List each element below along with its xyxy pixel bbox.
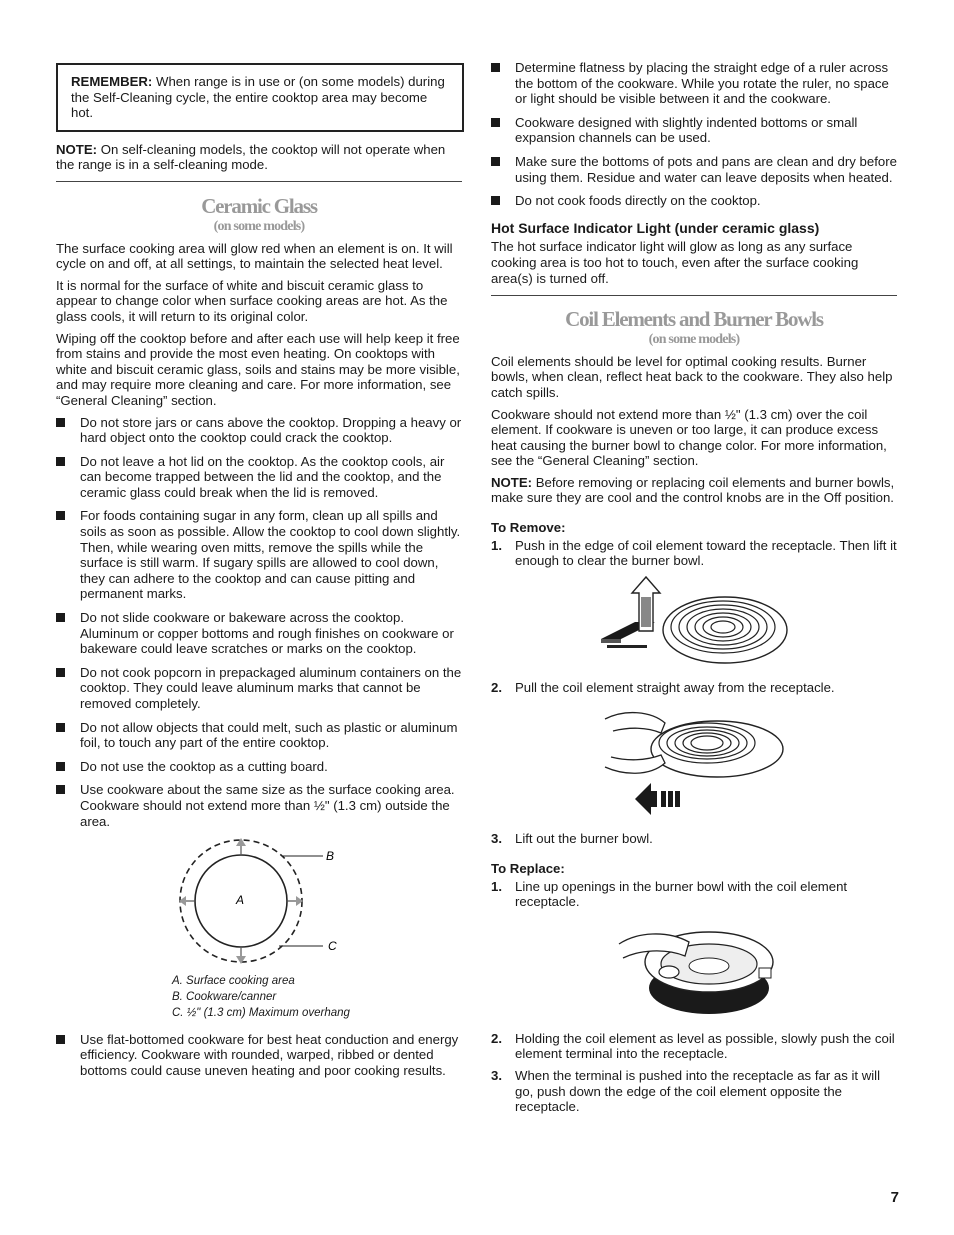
list-item-text: Use cookware about the same size as the surface cooking area. Cookware should not extend more than ½" (1.3 cm) outside the area. [80, 782, 455, 829]
to-remove-heading: To Remove: [491, 520, 566, 536]
diagram-captions [172, 974, 462, 1021]
list-item-text: Do not cook foods directly on the cooktop. [515, 193, 761, 209]
step-item [491, 879, 897, 910]
label-b: B [326, 849, 335, 864]
step-item [491, 831, 897, 847]
note-paragraph [491, 475, 897, 506]
square-bullet-icon [491, 196, 500, 205]
push-and-lift-coil-illustration [599, 575, 789, 670]
step-text: Holding the coil element as level as possible, slowly push the coil element terminal into the receptacle. [515, 1030, 895, 1062]
indicator-light-heading: Hot Surface Indicator Light (under ceramic glass) [491, 219, 820, 236]
step-number: 2. [491, 679, 502, 695]
list-item-text: Cookware designed with slightly indented bottoms or small expansion channels can be used. [515, 114, 858, 146]
figure-pull-coil [491, 701, 897, 821]
note-label: NOTE: [56, 141, 98, 157]
paragraph: Coil elements should be level for optimal cooking results. Burner bowls, when clean, reflect heat back to the cookware. They also help catch spills. [491, 353, 893, 400]
page-number: 7 [890, 1189, 899, 1206]
caption-a: A. Surface cooking area [172, 975, 295, 988]
square-bullet-icon [56, 418, 65, 427]
list-item [491, 60, 897, 107]
left-column [56, 60, 462, 1086]
step-number: 3. [491, 831, 502, 847]
cookware-bullet-list [491, 60, 897, 209]
square-bullet-icon [56, 668, 65, 677]
list-item-text: Use flat-bottomed cookware for best heat conduction and energy efficiency. Cookware with rounded, warped, ribbed or dented bottoms could cause uneven heating and poor cooking results. [80, 1031, 459, 1078]
section-divider [56, 181, 462, 182]
step-text: Lift out the burner bowl. [515, 831, 653, 847]
square-bullet-icon [56, 785, 65, 794]
square-bullet-icon [491, 118, 500, 127]
to-replace-heading: To Replace: [491, 861, 565, 877]
list-item-text: Do not use the cooktop as a cutting board. [80, 758, 328, 774]
section-title-ceramic-glass: Ceramic Glass [201, 193, 317, 218]
cookware-overhang-diagram [109, 837, 409, 972]
note-text: On self-cleaning models, the cooktop will not operate when the range is in a self-cleaning mode. [56, 141, 446, 173]
section-subtitle: (on some models) [213, 218, 305, 234]
section-subtitle: (on some models) [648, 332, 740, 348]
caption-c: C. ½" (1.3 cm) Maximum overhang [172, 1006, 350, 1019]
indicator-light-text: The hot surface indicator light will glow as long as any surface cooking area is too hot to touch, even after the surface cooking area(s) is turned off. [491, 239, 859, 286]
list-item [56, 508, 462, 602]
step-item [491, 1068, 897, 1115]
caption-b: B. Cookware/canner [172, 990, 277, 1003]
square-bullet-icon [491, 157, 500, 166]
square-bullet-icon [56, 613, 65, 622]
label-c: C [328, 939, 337, 954]
step-number: 3. [491, 1068, 502, 1083]
list-item-text: Do not leave a hot lid on the cooktop. As the cooktop cools, air can become trapped between the lid and the cooktop, and the ceramic glass could break when the lid is removed. [80, 453, 445, 500]
list-item [56, 1032, 462, 1079]
remember-label: REMEMBER: [71, 74, 153, 89]
replace-burner-bowl-illustration [609, 916, 779, 1021]
ceramic-bullet-list [56, 415, 462, 830]
list-item-text: Do not store jars or cans above the cooktop. Dropping a heavy or hard object onto the cooktop could crack the cooktop. [80, 414, 462, 446]
list-item [56, 665, 462, 712]
step-item [491, 680, 897, 696]
replace-steps [491, 879, 897, 910]
step-number: 1. [491, 537, 502, 553]
step-number: 1. [491, 878, 502, 894]
note-text: Before removing or replacing coil elements and burner bowls, make sure they are cool and the control knobs are in the Off position. [491, 474, 895, 506]
list-item [56, 415, 462, 446]
replace-steps-continued [491, 1031, 897, 1115]
list-item [491, 193, 897, 209]
list-item [56, 782, 462, 829]
paragraph: It is normal for the surface of white and biscuit ceramic glass to appear to change color when surface cooking areas are hot. As the glass cools, it will return to its original color. [56, 277, 448, 324]
step-text: Line up openings in the burner bowl with the coil element receptacle. [515, 878, 848, 910]
remember-text: When range is in use or (on some models) during the Self-Cleaning cycle, the entire cooktop area may become hot. [71, 74, 445, 121]
list-item-text: For foods containing sugar in any form, clean up all spills and soils as soon as possible. Allow the cooktop to cool down slightly. Then, while wearing oven mitts, remove the spills while the surface is still warm. If sugary spills are allowed to cool down, they can adhere to the cooktop and can cause pitting and permanent marks. [80, 508, 461, 602]
remove-steps-continued-2 [491, 831, 897, 847]
section-divider [491, 295, 897, 296]
list-item [56, 720, 462, 751]
paragraph: The surface cooking area will glow red when an element is on. It will cycle on and off, at all settings, to maintain the selected heat level. [56, 240, 453, 272]
figure-replace-bowl [491, 916, 897, 1021]
square-bullet-icon [56, 723, 65, 732]
square-bullet-icon [56, 511, 65, 520]
list-item-text: Do not allow objects that could melt, such as plastic or aluminum foil, to touch any part of the entire cooktop. [80, 719, 458, 751]
remember-box [56, 63, 464, 132]
step-text: Push in the edge of coil element toward the receptacle. Then lift it enough to clear the burner bowl. [515, 537, 897, 569]
list-item-text: Do not cook popcorn in prepackaged aluminum containers on the cooktop. They could leave aluminum marks that cannot be removed completely. [80, 664, 462, 711]
list-item [491, 115, 897, 146]
list-item [56, 759, 462, 775]
square-bullet-icon [56, 1035, 65, 1044]
step-item [491, 1031, 897, 1062]
list-item-text: Make sure the bottoms of pots and pans are clean and dry before using them. Residue and water can leave deposits when heated. [515, 153, 897, 185]
cookware-size-diagram [56, 837, 462, 972]
note-paragraph [56, 142, 462, 173]
list-item [56, 610, 462, 657]
paragraph: Cookware should not extend more than ½" (1.3 cm) over the coil element. If cookware is uneven or too large, it can produce excess heat causing the burner bowl to change color. For more information, see the “General Cleaning” section. [491, 406, 887, 469]
remove-steps-continued [491, 680, 897, 696]
step-text: Pull the coil element straight away from the receptacle. [515, 679, 835, 695]
paragraph: Wiping off the cooktop before and after each use will help keep it free from stains and provide the most even heating. On cooktops with white and biscuit ceramic glass, soils and stains may be more visible, and may require more cleaning and care. For more information, see “General Cleaning” section. [56, 330, 460, 408]
note-label: NOTE: [491, 474, 533, 490]
label-a: A [236, 893, 245, 908]
list-item [56, 454, 462, 501]
step-text: When the terminal is pushed into the receptacle as far as it will go, push down the edge of the coil element opposite the receptacle. [515, 1068, 881, 1115]
square-bullet-icon [56, 762, 65, 771]
ceramic-bullet-list-continued [56, 1032, 462, 1079]
step-number: 2. [491, 1030, 502, 1046]
list-item-text: Determine flatness by placing the straight edge of a ruler across the bottom of the cookware. While you rotate the ruler, no space or light should be visible between it and the cookware. [515, 60, 889, 107]
square-bullet-icon [56, 457, 65, 466]
section-title-coil-elements: Coil Elements and Burner Bowls [565, 307, 823, 332]
remove-steps [491, 538, 897, 569]
list-item [491, 154, 897, 185]
right-column [491, 60, 897, 1121]
figure-push-coil [491, 575, 897, 670]
pull-coil-illustration [599, 701, 789, 821]
step-item [491, 538, 897, 569]
square-bullet-icon [491, 63, 500, 72]
list-item-text: Do not slide cookware or bakeware across the cooktop. Aluminum or copper bottoms and rough finishes on cookware or bakeware could leave scratches or marks on the cooktop. [80, 610, 454, 657]
